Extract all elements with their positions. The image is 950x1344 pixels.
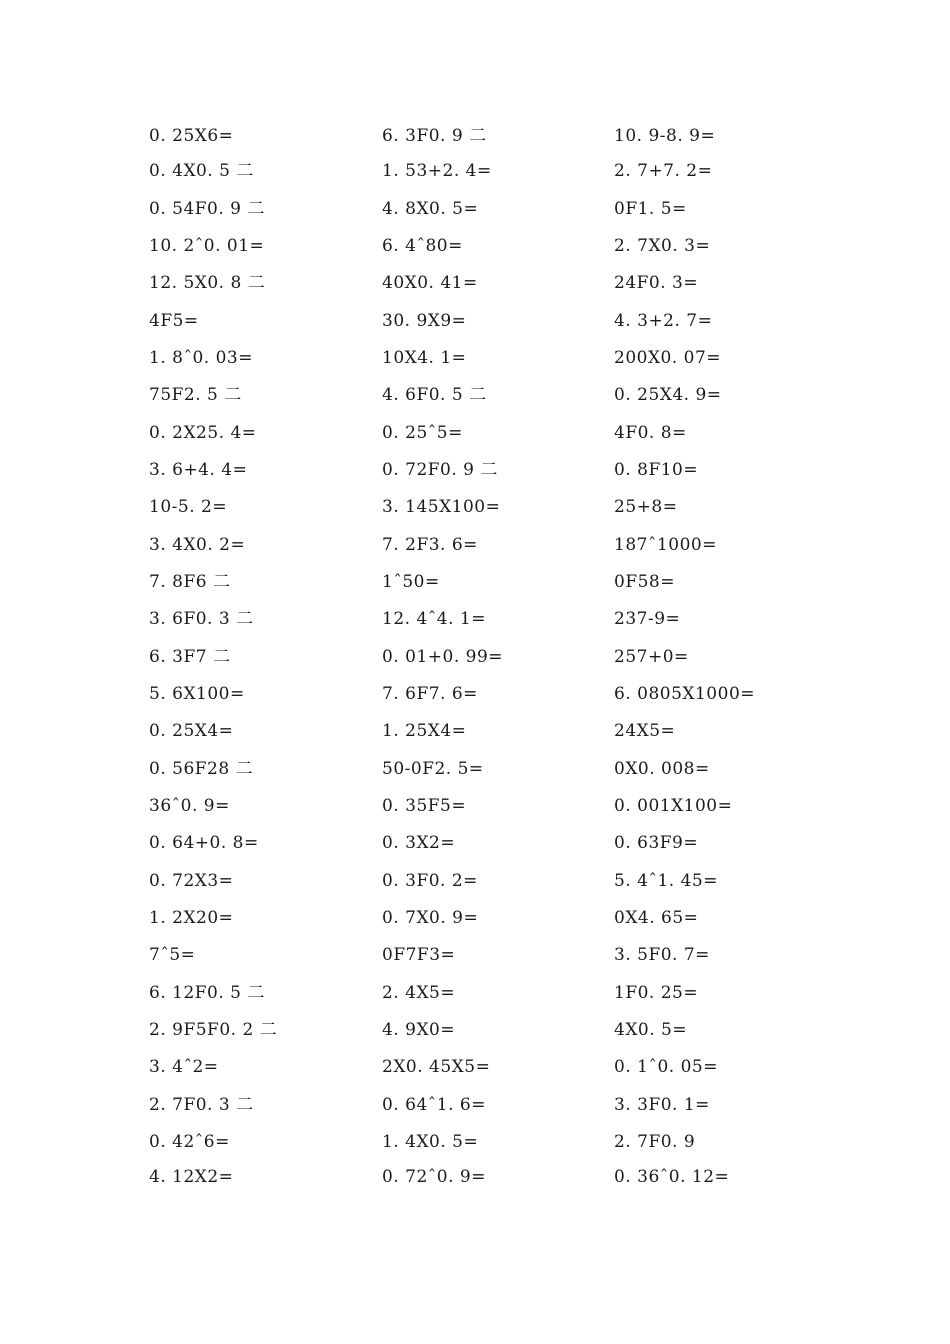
problem-cell: 30. 9X9=: [382, 311, 467, 331]
problem-cell: 0. 63F9=: [614, 833, 699, 853]
problem-row: [0, 1163, 950, 1191]
problem-row: [0, 419, 950, 447]
problem-cell: 40X0. 41=: [382, 273, 478, 293]
problem-row: [0, 867, 950, 895]
problem-cell: 2. 9F5F0. 2 二: [149, 1020, 278, 1040]
problem-cell: 1F0. 25=: [614, 983, 699, 1003]
problem-cell: 7ˆ5=: [149, 945, 196, 965]
problem-cell: 0. 7X0. 9=: [382, 908, 479, 928]
problem-cell: 6. 4ˆ80=: [382, 236, 463, 256]
problem-cell: 0. 3X2=: [382, 833, 456, 853]
problem-cell: 0. 35F5=: [382, 796, 467, 816]
problem-cell: 6. 3F7 二: [149, 647, 231, 667]
problem-row: [0, 792, 950, 820]
problem-cell: 4F5=: [149, 311, 199, 331]
problem-cell: 0. 1ˆ0. 05=: [614, 1057, 718, 1077]
problem-cell: 0. 3F0. 2=: [382, 871, 478, 891]
problem-cell: 0F7F3=: [382, 945, 456, 965]
problem-cell: 2. 7F0. 9: [614, 1132, 696, 1152]
problem-cell: 4. 6F0. 5 二: [382, 385, 487, 405]
problem-cell: 0. 72ˆ0. 9=: [382, 1167, 486, 1187]
problem-cell: 6. 12F0. 5 二: [149, 983, 265, 1003]
problem-cell: 6. 3F0. 9 二: [382, 126, 487, 146]
problem-cell: 5. 6X100=: [149, 684, 245, 704]
problem-cell: 3. 3F0. 1=: [614, 1095, 710, 1115]
problem-row: [0, 232, 950, 260]
problem-cell: 4X0. 5=: [614, 1020, 688, 1040]
problem-cell: 12. 4ˆ4. 1=: [382, 609, 486, 629]
problem-row: [0, 531, 950, 559]
problem-cell: 0. 2X25. 4=: [149, 423, 257, 443]
problem-cell: 0. 01+0. 99=: [382, 647, 503, 667]
problem-row: [0, 381, 950, 409]
problem-cell: 10. 9-8. 9=: [614, 126, 716, 146]
problem-row: [0, 1016, 950, 1044]
problem-row: [0, 122, 950, 150]
problem-cell: 0. 56F28 二: [149, 759, 254, 779]
problem-cell: 3. 4ˆ2=: [149, 1057, 219, 1077]
problem-cell: 3. 6F0. 3 二: [149, 609, 254, 629]
problem-cell: 36ˆ0. 9=: [149, 796, 230, 816]
problem-row: [0, 680, 950, 708]
problem-cell: 257+0=: [614, 647, 689, 667]
problem-row: [0, 941, 950, 969]
problem-cell: 6. 0805X1000=: [614, 684, 755, 704]
problem-cell: 2X0. 45X5=: [382, 1057, 491, 1077]
problem-row: [0, 1128, 950, 1156]
problem-row: [0, 493, 950, 521]
problem-row: [0, 717, 950, 745]
problem-row: [0, 904, 950, 932]
problem-cell: 0. 36ˆ0. 12=: [614, 1167, 730, 1187]
problem-row: [0, 456, 950, 484]
problem-cell: 1. 25X4=: [382, 721, 467, 741]
problem-cell: 0. 25X4. 9=: [614, 385, 722, 405]
problem-row: [0, 195, 950, 223]
problem-cell: 0. 54F0. 9 二: [149, 199, 265, 219]
problem-row: [0, 605, 950, 633]
problem-cell: 0. 64ˆ1. 6=: [382, 1095, 486, 1115]
problem-cell: 1ˆ50=: [382, 572, 440, 592]
problem-cell: 24X5=: [614, 721, 676, 741]
problem-row: [0, 157, 950, 185]
problem-cell: 4. 9X0=: [382, 1020, 456, 1040]
problem-row: [0, 568, 950, 596]
problem-cell: 0. 8F10=: [614, 460, 699, 480]
problem-cell: 2. 7+7. 2=: [614, 161, 713, 181]
problem-cell: 50-0F2. 5=: [382, 759, 484, 779]
problem-cell: 1. 8ˆ0. 03=: [149, 348, 253, 368]
problem-row: [0, 307, 950, 335]
problem-row: [0, 643, 950, 671]
problem-cell: 0. 72F0. 9 二: [382, 460, 498, 480]
problem-cell: 0F1. 5=: [614, 199, 687, 219]
problem-cell: 0. 42ˆ6=: [149, 1132, 230, 1152]
problem-cell: 1. 53+2. 4=: [382, 161, 492, 181]
problem-cell: 0X4. 65=: [614, 908, 699, 928]
problem-cell: 75F2. 5 二: [149, 385, 242, 405]
problem-cell: 10. 2ˆ0. 01=: [149, 236, 265, 256]
problem-row: [0, 979, 950, 1007]
problem-cell: 7. 6F7. 6=: [382, 684, 478, 704]
problem-cell: 187ˆ1000=: [614, 535, 717, 555]
problem-cell: 0. 64+0. 8=: [149, 833, 259, 853]
problem-cell: 5. 4ˆ1. 45=: [614, 871, 718, 891]
problem-cell: 4. 8X0. 5=: [382, 199, 479, 219]
problem-row: [0, 829, 950, 857]
problem-cell: 237-9=: [614, 609, 681, 629]
problem-cell: 200X0. 07=: [614, 348, 722, 368]
problem-cell: 24F0. 3=: [614, 273, 699, 293]
problem-cell: 10X4. 1=: [382, 348, 467, 368]
problem-cell: 0. 4X0. 5 二: [149, 161, 254, 181]
problem-cell: 2. 4X5=: [382, 983, 456, 1003]
problem-cell: 7. 8F6 二: [149, 572, 231, 592]
problem-cell: 4F0. 8=: [614, 423, 687, 443]
problem-cell: 2. 7X0. 3=: [614, 236, 711, 256]
problem-cell: 4. 12X2=: [149, 1167, 234, 1187]
problem-row: [0, 1091, 950, 1119]
problem-cell: 0. 25X4=: [149, 721, 234, 741]
problem-row: [0, 1053, 950, 1081]
problem-cell: 3. 6+4. 4=: [149, 460, 248, 480]
problem-cell: 1. 2X20=: [149, 908, 234, 928]
problem-cell: 0. 72X3=: [149, 871, 234, 891]
problem-cell: 0. 25ˆ5=: [382, 423, 463, 443]
problem-cell: 25+8=: [614, 497, 678, 517]
problem-cell: 0F58=: [614, 572, 675, 592]
problem-cell: 12. 5X0. 8 二: [149, 273, 266, 293]
problem-cell: 7. 2F3. 6=: [382, 535, 478, 555]
problem-cell: 1. 4X0. 5=: [382, 1132, 479, 1152]
problem-cell: 3. 4X0. 2=: [149, 535, 246, 555]
problem-cell: 3. 5F0. 7=: [614, 945, 710, 965]
problem-cell: 4. 3+2. 7=: [614, 311, 713, 331]
problem-cell: 0. 25X6=: [149, 126, 234, 146]
problem-cell: 0X0. 008=: [614, 759, 710, 779]
problem-row: [0, 344, 950, 372]
problem-row: [0, 755, 950, 783]
problem-cell: 3. 145X100=: [382, 497, 501, 517]
problem-cell: 0. 001X100=: [614, 796, 733, 816]
problem-cell: 2. 7F0. 3 二: [149, 1095, 254, 1115]
problem-row: [0, 269, 950, 297]
problem-cell: 10-5. 2=: [149, 497, 228, 517]
